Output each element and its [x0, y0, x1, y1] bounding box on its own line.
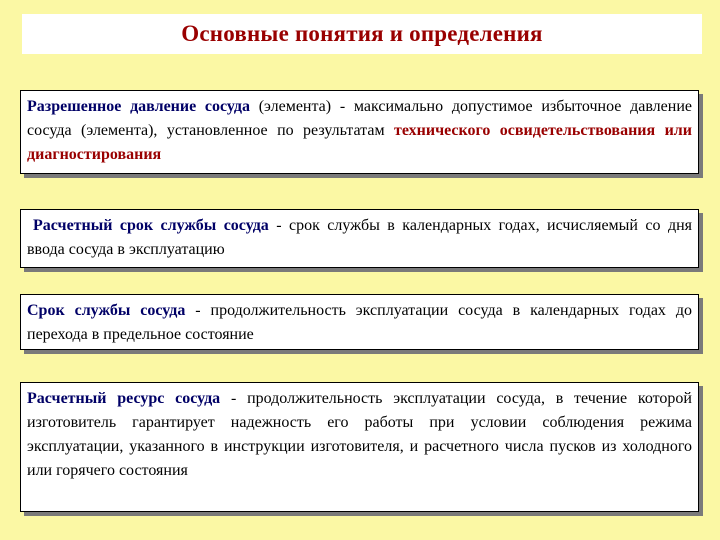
definition-emphasis: технического освидетельствования или диагностирования	[27, 122, 692, 163]
definition-card-service-life	[20, 294, 699, 350]
definition-card-design-service-life	[20, 209, 699, 268]
definition-term: Расчетный срок службы сосуда	[33, 217, 269, 234]
definition-term: Разрешенное давление сосуда	[27, 98, 250, 115]
definition-text: - продолжительность эксплуатации сосуда в календарных годах до перехода в предельное состояние	[27, 302, 692, 343]
definition-term: Расчетный ресурс сосуда	[27, 390, 221, 407]
definition-text: - продолжительность эксплуатации сосуда, в течение которой изготовитель гарантирует надежность его работы при условии соблюдения режима эксплуатации, указанного в инструкции изготовителя, и расчетного числа пусков из холодного или горячего состояния	[27, 390, 692, 479]
definition-card-design-resource	[20, 382, 699, 512]
definition-text: (элемента) - максимально допустимое избыточное давление сосуда (элемента), установленное по результатам	[27, 98, 692, 139]
definition-card-permitted-pressure	[20, 90, 699, 174]
definition-term: Срок службы сосуда	[27, 302, 186, 319]
title-banner	[22, 14, 702, 54]
definition-text: - срок службы в календарных годах, исчисляемый со дня ввода сосуда в эксплуатацию	[27, 217, 693, 258]
page-title: Основные понятия и определения	[181, 21, 543, 46]
